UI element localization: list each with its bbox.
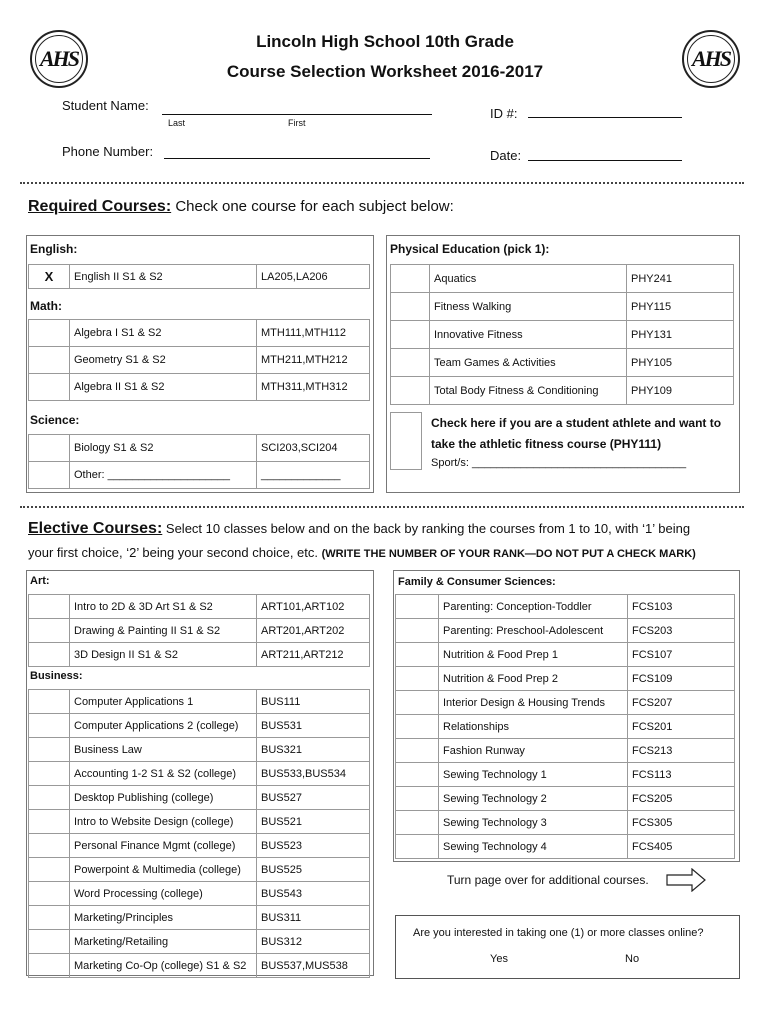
course-name: Geometry S1 & S2	[70, 347, 257, 374]
rank-cell[interactable]	[391, 265, 430, 293]
rank-cell[interactable]	[391, 349, 430, 377]
table-row	[396, 835, 735, 859]
english-table	[28, 264, 370, 289]
id-label: ID #:	[490, 106, 518, 121]
course-code: PHY241	[627, 265, 734, 293]
online-question: Are you interested in taking one (1) or more classes online?	[413, 927, 704, 939]
table-row	[29, 954, 370, 978]
course-code: BUS311	[257, 906, 370, 930]
course-name-other[interactable]: Other: ____________________	[70, 462, 257, 489]
rank-cell[interactable]	[391, 321, 430, 349]
course-code: BUS312	[257, 930, 370, 954]
athlete-checkbox[interactable]	[390, 412, 422, 470]
course-name: Sewing Technology 1	[439, 763, 628, 787]
course-name: Computer Applications 1	[70, 690, 257, 714]
business-table	[28, 689, 370, 978]
science-table	[28, 434, 370, 489]
table-row	[29, 786, 370, 810]
course-name: Computer Applications 2 (college)	[70, 714, 257, 738]
first-name-caption: First	[288, 118, 306, 128]
id-field[interactable]	[528, 117, 682, 118]
course-name: Parenting: Preschool-Adolescent	[439, 619, 628, 643]
course-name: Biology S1 & S2	[70, 435, 257, 462]
table-row	[391, 265, 734, 293]
course-name: Fashion Runway	[439, 739, 628, 763]
phone-label: Phone Number:	[62, 144, 154, 159]
course-code: FCS405	[628, 835, 735, 859]
course-code: BUS523	[257, 834, 370, 858]
last-name-caption: Last	[168, 118, 186, 128]
date-label: Date:	[490, 148, 522, 163]
rank-cell[interactable]	[391, 377, 430, 405]
right-arrow-icon	[666, 868, 706, 892]
table-row	[391, 349, 734, 377]
rank-cell[interactable]	[29, 858, 70, 882]
course-code: BUS533,BUS534	[257, 762, 370, 786]
course-code: LA205,LA206	[257, 265, 370, 289]
table-row	[29, 643, 370, 667]
course-code-other[interactable]: _____________	[257, 462, 370, 489]
table-row	[396, 739, 735, 763]
course-name: Sewing Technology 2	[439, 787, 628, 811]
course-name: Aquatics	[430, 265, 627, 293]
rank-cell[interactable]	[396, 619, 439, 643]
table-row	[29, 462, 370, 489]
table-row	[29, 834, 370, 858]
elective-instruction-bold: (WRITE THE NUMBER OF YOUR RANK—DO NOT PUT A CHECK MARK)	[321, 548, 696, 560]
elective-instruction-line2: your first choice, ‘2’ being your second choice, etc. (WRITE THE NUMBER OF YOUR RANK—DO NOT PUT A CHECK MARK)	[28, 545, 696, 560]
rank-cell[interactable]	[29, 810, 70, 834]
elective-courses-heading	[28, 520, 690, 538]
course-code: BUS527	[257, 786, 370, 810]
divider	[20, 506, 744, 508]
course-name: Nutrition & Food Prep 1	[439, 643, 628, 667]
rank-cell[interactable]	[396, 835, 439, 859]
course-name: Team Games & Activities	[430, 349, 627, 377]
course-code: FCS109	[628, 667, 735, 691]
rank-cell[interactable]	[396, 715, 439, 739]
table-row	[396, 667, 735, 691]
course-code: ART101,ART102	[257, 595, 370, 619]
course-name: Parenting: Conception-Toddler	[439, 595, 628, 619]
course-name: Intro to 2D & 3D Art S1 & S2	[70, 595, 257, 619]
course-name: Personal Finance Mgmt (college)	[70, 834, 257, 858]
rank-cell[interactable]	[29, 347, 70, 374]
sports-field[interactable]: Sport/s: ___________________________________	[431, 457, 687, 469]
online-yes-option[interactable]: Yes	[490, 953, 508, 965]
course-code: FCS107	[628, 643, 735, 667]
table-row	[396, 715, 735, 739]
course-code: MTH211,MTH212	[257, 347, 370, 374]
course-name: Word Processing (college)	[70, 882, 257, 906]
rank-cell[interactable]	[29, 690, 70, 714]
course-name: Marketing Co-Op (college) S1 & S2	[70, 954, 257, 978]
course-code: PHY115	[627, 293, 734, 321]
course-code: ART211,ART212	[257, 643, 370, 667]
table-row	[396, 691, 735, 715]
table-row	[391, 293, 734, 321]
pe-label: Physical Education (pick 1):	[390, 242, 550, 256]
elective-instruction-line1: Select 10 classes below and on the back by ranking the courses from 1 to 10, with ‘1’ being	[165, 521, 691, 536]
table-row	[391, 377, 734, 405]
table-row	[29, 435, 370, 462]
rank-cell[interactable]	[29, 786, 70, 810]
athlete-text-line2: take the athletic fitness course (PHY111)	[431, 437, 662, 451]
course-code: ART201,ART202	[257, 619, 370, 643]
table-row	[29, 906, 370, 930]
online-no-option[interactable]: No	[625, 953, 640, 965]
table-row	[29, 714, 370, 738]
rank-cell[interactable]	[29, 320, 70, 347]
student-name-label: Student Name:	[62, 98, 149, 113]
course-code: BUS111	[257, 690, 370, 714]
page-title: Lincoln High School 10th Grade	[256, 32, 514, 51]
course-name: 3D Design II S1 & S2	[70, 643, 257, 667]
course-name: English II S1 & S2	[70, 265, 257, 289]
course-name: Fitness Walking	[430, 293, 627, 321]
rank-cell[interactable]	[29, 714, 70, 738]
business-label: Business:	[30, 670, 83, 682]
course-code: SCI203,SCI204	[257, 435, 370, 462]
course-code: BUS321	[257, 738, 370, 762]
course-code: BUS537,MUS538	[257, 954, 370, 978]
course-code: BUS543	[257, 882, 370, 906]
rank-cell[interactable]	[29, 435, 70, 462]
table-row	[29, 265, 370, 289]
table-row	[396, 787, 735, 811]
table-row	[391, 321, 734, 349]
rank-cell[interactable]	[29, 374, 70, 401]
course-code: PHY109	[627, 377, 734, 405]
course-name: Innovative Fitness	[430, 321, 627, 349]
course-name: Marketing/Retailing	[70, 930, 257, 954]
rank-cell[interactable]	[29, 762, 70, 786]
table-row	[29, 930, 370, 954]
rank-cell[interactable]	[396, 691, 439, 715]
rank-cell[interactable]	[396, 643, 439, 667]
table-row	[29, 619, 370, 643]
school-logo-right: AHS	[682, 30, 740, 88]
course-name: Drawing & Painting II S1 & S2	[70, 619, 257, 643]
course-name: Sewing Technology 3	[439, 811, 628, 835]
rank-cell[interactable]	[29, 643, 70, 667]
date-field[interactable]	[528, 160, 682, 161]
course-code: BUS525	[257, 858, 370, 882]
table-row	[29, 595, 370, 619]
table-row	[29, 810, 370, 834]
course-name: Total Body Fitness & Conditioning	[430, 377, 627, 405]
rank-cell[interactable]	[396, 595, 439, 619]
course-name: Powerpoint & Multimedia (college)	[70, 858, 257, 882]
math-table	[28, 319, 370, 401]
school-logo-left: AHS	[30, 30, 88, 88]
course-name: Interior Design & Housing Trends	[439, 691, 628, 715]
course-code: BUS531	[257, 714, 370, 738]
rank-cell[interactable]	[396, 763, 439, 787]
rank-cell[interactable]	[29, 906, 70, 930]
course-code: MTH311,MTH312	[257, 374, 370, 401]
rank-cell[interactable]	[396, 667, 439, 691]
rank-cell[interactable]	[29, 954, 70, 978]
turn-page-note: Turn page over for additional courses.	[447, 873, 649, 887]
rank-cell[interactable]	[396, 787, 439, 811]
course-code: FCS113	[628, 763, 735, 787]
rank-cell[interactable]	[396, 739, 439, 763]
required-courses-instruction: Check one course for each subject below:	[175, 198, 454, 215]
science-label: Science:	[30, 413, 80, 427]
course-name: Algebra II S1 & S2	[70, 374, 257, 401]
course-code: FCS213	[628, 739, 735, 763]
rank-cell[interactable]: X	[29, 265, 70, 289]
art-label: Art:	[30, 575, 50, 587]
rank-cell[interactable]	[29, 462, 70, 489]
rank-cell[interactable]	[396, 811, 439, 835]
pe-table	[390, 264, 734, 405]
course-code: FCS207	[628, 691, 735, 715]
course-code: FCS103	[628, 595, 735, 619]
table-row	[396, 619, 735, 643]
elective-courses-title: Elective Courses:	[28, 520, 163, 537]
table-row	[29, 320, 370, 347]
table-row	[396, 595, 735, 619]
course-name: Intro to Website Design (college)	[70, 810, 257, 834]
course-code: FCS203	[628, 619, 735, 643]
course-code: FCS305	[628, 811, 735, 835]
table-row	[29, 374, 370, 401]
course-name: Nutrition & Food Prep 2	[439, 667, 628, 691]
required-courses-heading	[28, 198, 454, 216]
rank-cell[interactable]	[391, 293, 430, 321]
fcs-table	[395, 594, 735, 859]
course-name: Marketing/Principles	[70, 906, 257, 930]
fcs-label: Family & Consumer Sciences:	[398, 576, 556, 588]
table-row	[29, 858, 370, 882]
table-row	[396, 811, 735, 835]
student-name-field[interactable]	[162, 114, 432, 115]
rank-cell[interactable]	[29, 834, 70, 858]
course-name: Algebra I S1 & S2	[70, 320, 257, 347]
page-subtitle: Course Selection Worksheet 2016-2017	[226, 62, 544, 81]
rank-cell[interactable]	[29, 930, 70, 954]
table-row	[29, 690, 370, 714]
art-table	[28, 594, 370, 667]
course-code: BUS521	[257, 810, 370, 834]
divider	[20, 182, 744, 184]
course-name: Accounting 1-2 S1 & S2 (college)	[70, 762, 257, 786]
phone-field[interactable]	[164, 158, 430, 159]
course-code: PHY105	[627, 349, 734, 377]
course-code: MTH111,MTH112	[257, 320, 370, 347]
rank-cell[interactable]	[29, 738, 70, 762]
course-name: Desktop Publishing (college)	[70, 786, 257, 810]
athlete-text-line1: Check here if you are a student athlete and want to	[431, 416, 722, 430]
table-row	[396, 763, 735, 787]
course-name: Sewing Technology 4	[439, 835, 628, 859]
rank-cell[interactable]	[29, 619, 70, 643]
online-question-box	[395, 915, 740, 979]
required-courses-title: Required Courses:	[28, 198, 172, 215]
rank-cell[interactable]	[29, 882, 70, 906]
table-row	[29, 347, 370, 374]
table-row	[396, 643, 735, 667]
course-name: Relationships	[439, 715, 628, 739]
table-row	[29, 882, 370, 906]
table-row	[29, 738, 370, 762]
math-label: Math:	[30, 299, 62, 313]
course-code: FCS201	[628, 715, 735, 739]
course-code: PHY131	[627, 321, 734, 349]
table-row	[29, 762, 370, 786]
english-label: English:	[30, 242, 78, 256]
course-name: Business Law	[70, 738, 257, 762]
course-code: FCS205	[628, 787, 735, 811]
rank-cell[interactable]	[29, 595, 70, 619]
